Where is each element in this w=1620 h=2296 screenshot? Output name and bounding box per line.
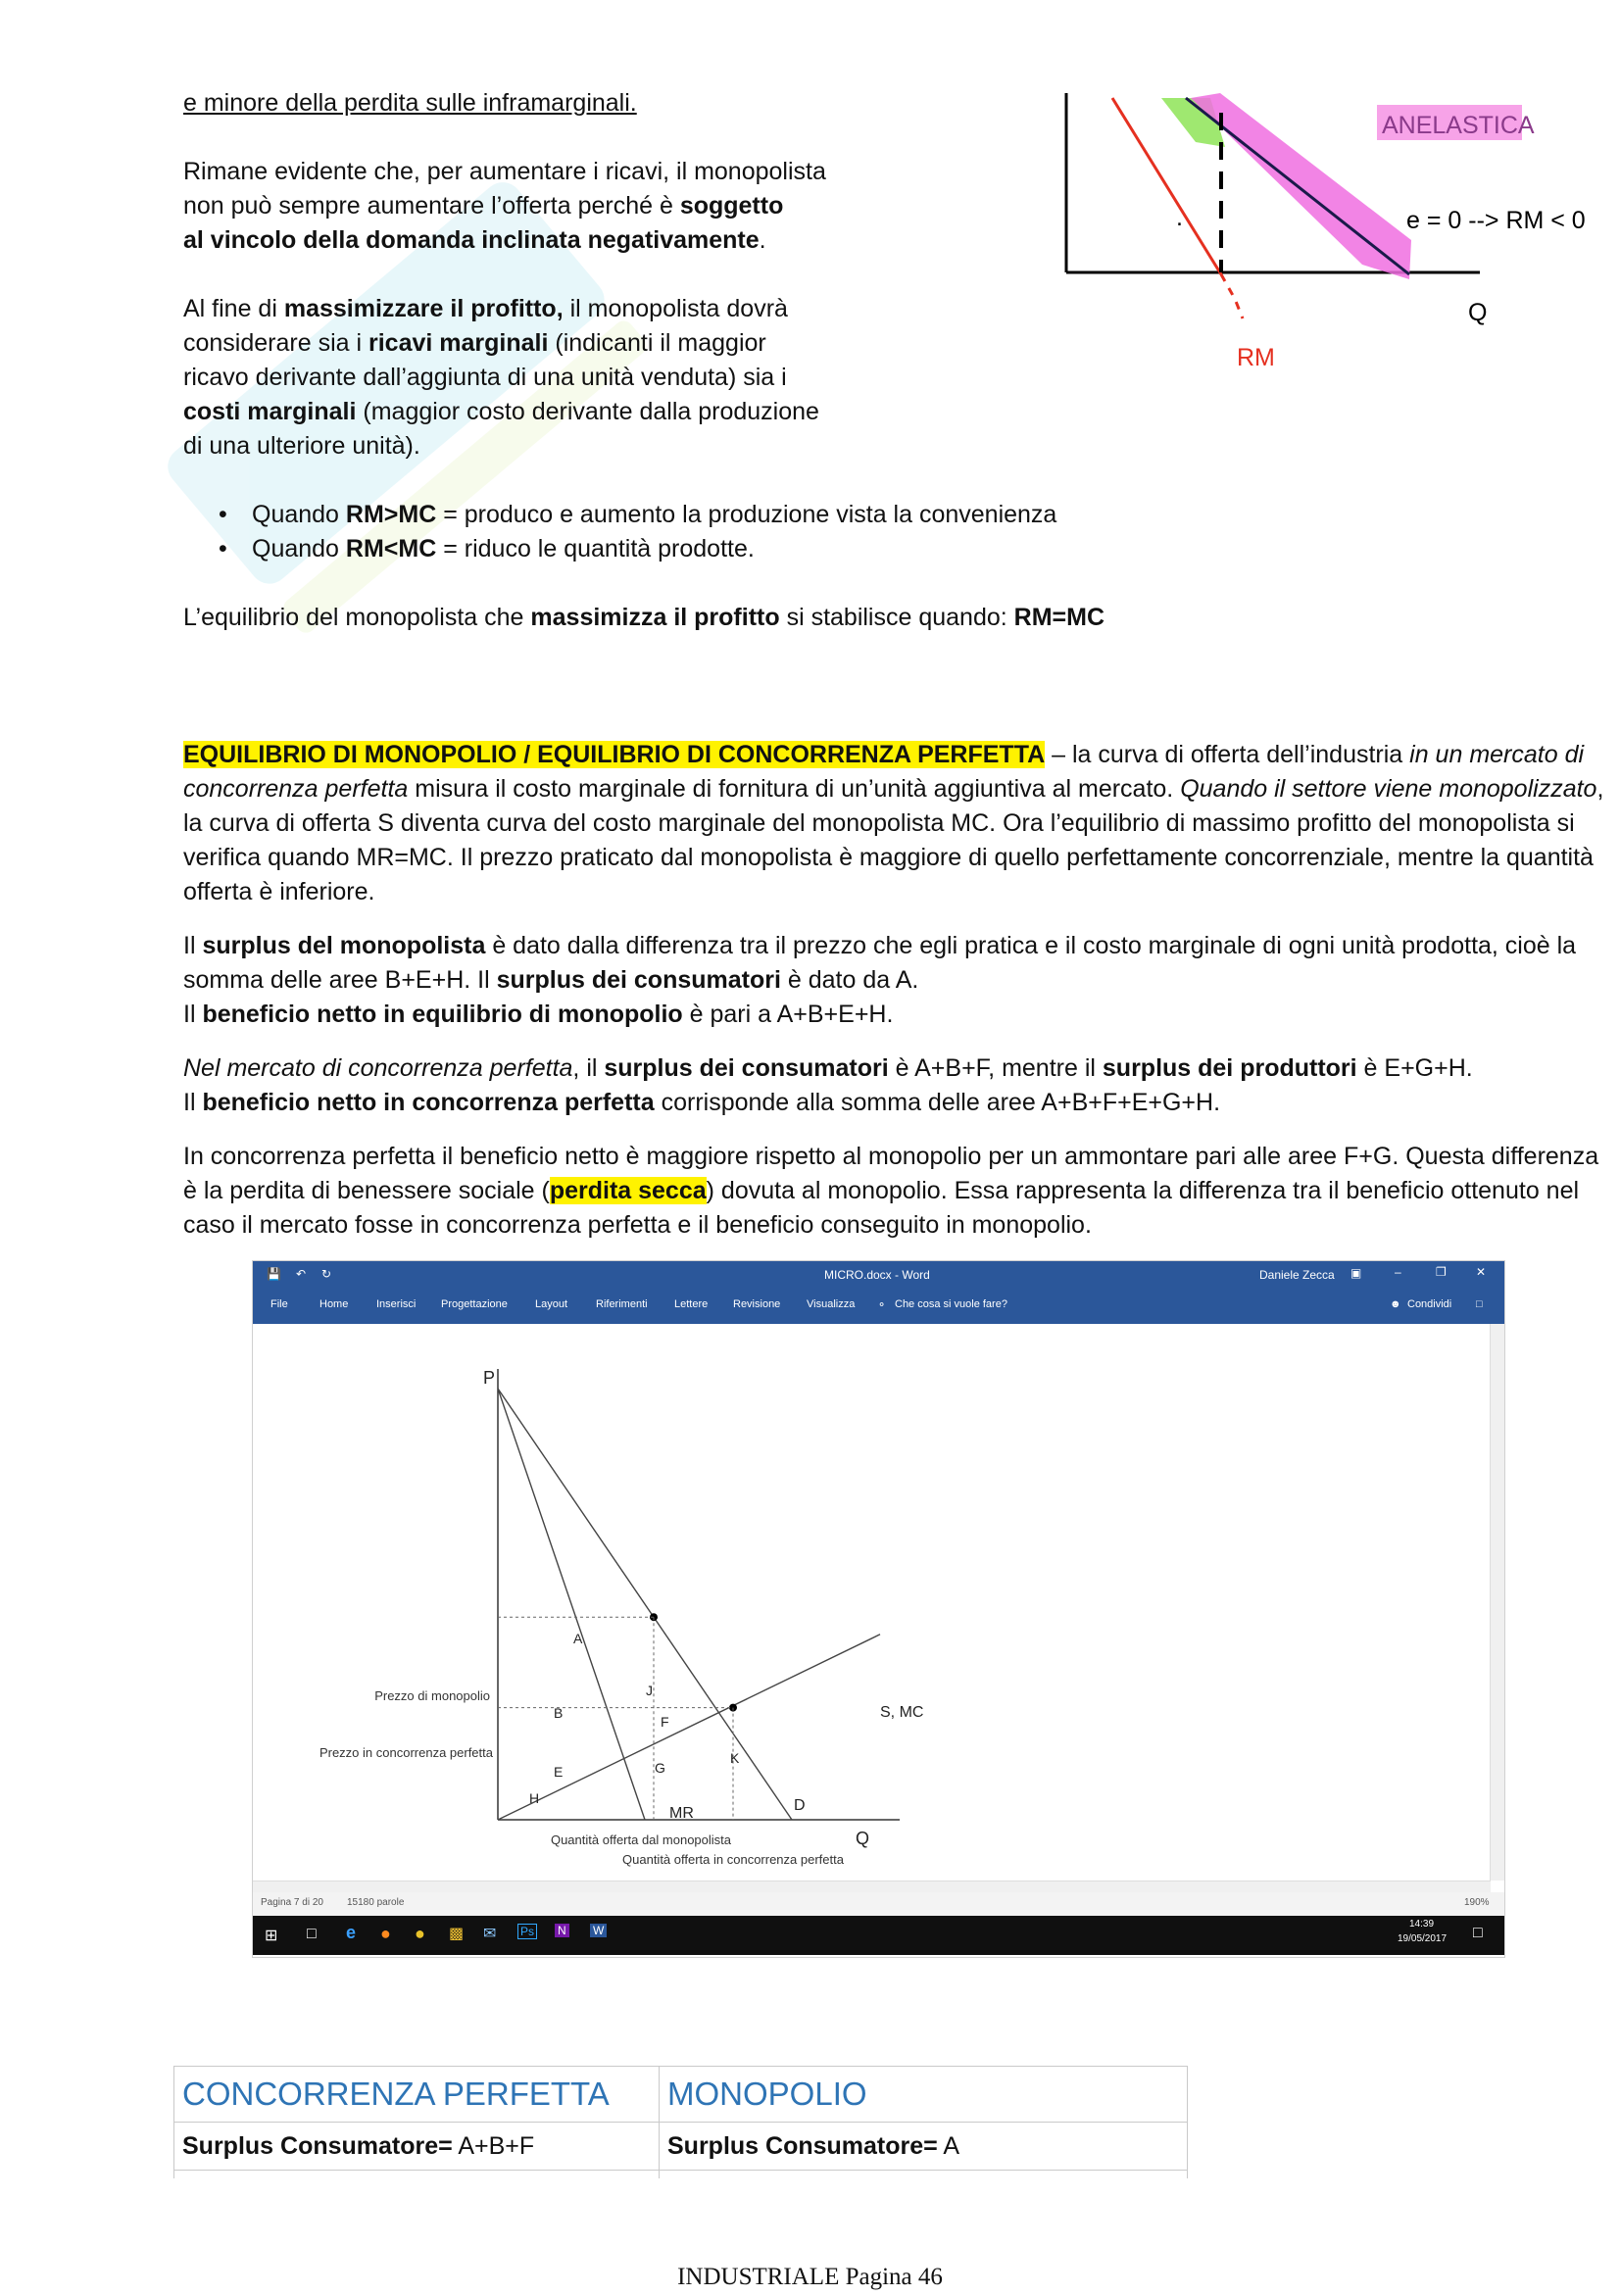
tab-insert[interactable]: Inserisci	[376, 1298, 417, 1310]
series-line-d	[498, 1389, 792, 1820]
series-line-mr	[498, 1389, 645, 1820]
surplus-paragraph	[183, 929, 1604, 1032]
bullet-item	[183, 498, 1457, 532]
equilibrium-line	[183, 601, 1457, 635]
p1-b-bold: soggetto	[679, 192, 784, 220]
lightbulb-icon: ⚬	[877, 1299, 887, 1311]
p1-c-end: .	[759, 226, 766, 254]
comments-icon[interactable]: □	[1476, 1298, 1483, 1310]
surplus-a-bold: surplus del monopolista	[202, 932, 486, 959]
close-icon[interactable]: ✕	[1476, 1265, 1487, 1279]
chart-lines	[498, 1389, 880, 1820]
elasticity-label: e = 0 --> RM < 0	[1406, 207, 1586, 234]
cp-b: è A+B+F, mentre il	[888, 1054, 1103, 1082]
word-title: MICRO.docx - Word	[824, 1268, 930, 1282]
cp-paragraph	[183, 1051, 1604, 1120]
p2-b-bold: ricavi marginali	[368, 329, 549, 357]
cp-italic: Nel mercato di concorrenza perfetta	[183, 1054, 573, 1082]
save-icon[interactable]: 💾	[267, 1267, 281, 1281]
intro-line0: e minore della perdita sulle inframarginali.	[183, 89, 637, 117]
cp-b-bold: surplus dei produttori	[1102, 1054, 1357, 1082]
table-header-cell: MONOPOLIO	[660, 2067, 1188, 2123]
q-axis-label: Q	[1468, 299, 1488, 326]
y-annot-2: Prezzo in concorrenza perfetta	[319, 1745, 493, 1760]
tab-layout[interactable]: Layout	[535, 1298, 568, 1310]
explorer-icon[interactable]: ▩	[449, 1926, 465, 1942]
tab-references[interactable]: Riferimenti	[596, 1298, 648, 1310]
surplus-b: è dato dalla differenza tra il prezzo che egli pratica e il costo marginale di ogni unità prodotta, cioè la somma delle aree B+E+H. Il	[183, 932, 1577, 994]
area-label-h: H	[529, 1790, 540, 1806]
share-button[interactable]: Condividi	[1407, 1298, 1452, 1310]
x-annot-cp-qty	[622, 1852, 845, 1867]
section-s3: , la curva di offerta S diventa curva del costo marginale del monopolista MC. Ora l’equilibrio di massimo profitto del monopolista si verifica quando MR=MC. Il prezzo praticato dal monopolista è maggiore di quello perfettamente concorrenziale, mentre la quantità offerta è inferiore.	[183, 775, 1604, 905]
windows-taskbar	[253, 1916, 1504, 1955]
table-header-cell: CONCORRENZA PERFETTA	[174, 2067, 660, 2123]
tab-home[interactable]: Home	[319, 1298, 349, 1310]
word-user: Daniele Zecca	[1259, 1268, 1335, 1282]
mail-icon[interactable]: ✉	[483, 1926, 497, 1942]
p1-a: Rimane evidente che, per aumentare i ricavi, il monopolista	[183, 158, 826, 185]
area-label-e: E	[554, 1764, 564, 1780]
monopoly-chart	[319, 1330, 1331, 1879]
section-s1: – la curva di offerta dell’industria	[1045, 741, 1410, 768]
zoom-level[interactable]: 190%	[1464, 1897, 1490, 1908]
loss-b: ) dovuta al monopolio. Essa rappresenta la differenza tra il beneficio ottenuto nel caso il mercato fosse in concorrenza perfetta e il beneficio conseguito in monopolio.	[183, 1177, 1580, 1239]
p2-c: ricavo derivante dall’aggiunta di una unità venduta) sia i	[183, 364, 787, 391]
word-icon[interactable]: W	[590, 1924, 607, 1937]
firefox-icon[interactable]: ●	[380, 1924, 391, 1943]
status-words[interactable]: 15180 parole	[347, 1897, 405, 1908]
p2-a-bold: massimizzare il profitto,	[283, 295, 564, 322]
bullet-bold: RM<MC	[345, 535, 437, 562]
chart-points	[498, 1613, 737, 1820]
section-s2-italic: Quando il settore viene monopolizzato	[1180, 775, 1597, 803]
share-icon: ☻	[1390, 1298, 1401, 1310]
bullet-post: = riduco le quantità prodotte.	[436, 535, 755, 562]
undo-icon[interactable]: ↶	[296, 1267, 307, 1281]
tab-review[interactable]: Revisione	[733, 1298, 781, 1310]
clock-time: 14:39	[1409, 1919, 1435, 1930]
surplus-a: Il	[183, 932, 203, 959]
surplus-d: Il	[183, 1001, 203, 1028]
curve-label-smc: S, MC	[880, 1704, 924, 1721]
chart-ylabel: P	[483, 1368, 496, 1388]
area-label-g: G	[655, 1760, 665, 1776]
y-annot-monopoly-price	[374, 1688, 490, 1703]
rm-dash	[1221, 274, 1243, 318]
dot-mark: .	[1176, 204, 1183, 231]
tab-view[interactable]: Visualizza	[807, 1298, 856, 1310]
word-status-bar	[253, 1892, 1504, 1916]
curve-label-d: D	[794, 1797, 806, 1814]
ribbon-display-icon[interactable]: ▣	[1350, 1266, 1362, 1280]
p2-b: considerare sia i	[183, 329, 368, 357]
point-label-j: J	[646, 1683, 653, 1698]
bullet-bold: RM>MC	[345, 501, 437, 528]
loss-highlight: perdita secca	[549, 1177, 707, 1204]
surplus-e: è pari a A+B+E+H.	[682, 1001, 894, 1028]
chrome-icon[interactable]: ●	[415, 1924, 425, 1943]
p2-e: di una ulteriore unità).	[183, 432, 420, 460]
cell-bold: Surplus Consumatore=	[667, 2131, 938, 2160]
p2-b-post: (indicanti il maggior	[548, 329, 766, 357]
eq-bold1: massimizza il profitto	[530, 604, 780, 631]
word-window-screenshot	[252, 1260, 1505, 1958]
chart-xlabel: Q	[856, 1829, 870, 1848]
cp-d-bold: beneficio netto in concorrenza perfetta	[202, 1089, 655, 1116]
p1-b: non può sempre aumentare l’offerta perché è	[183, 192, 680, 220]
series-line-s-mc	[498, 1635, 880, 1820]
p2-a-post: il monopolista dovrà	[563, 295, 788, 322]
anelastica-label: ANELASTICA	[1382, 112, 1535, 139]
y-annot-1: Prezzo di monopolio	[374, 1688, 490, 1703]
surplus-b-bold: surplus dei consumatori	[496, 966, 781, 994]
p2-d-post: (maggior costo derivante dalla produzione	[356, 398, 819, 425]
table-cell	[174, 2123, 660, 2171]
cp-c: è E+G+H.	[1356, 1054, 1473, 1082]
section-s1-italic: in un mercato di concorrenza perfetta	[183, 741, 1585, 803]
x-annot-1: Quantità offerta dal monopolista	[550, 1832, 732, 1847]
surplus-d-bold: beneficio netto in equilibrio di monopolio	[202, 1001, 683, 1028]
cell-rest: A+B+F	[452, 2131, 535, 2160]
status-page[interactable]: Pagina 7 di 20	[261, 1897, 323, 1908]
bullet-post: = produco e aumento la produzione vista la convenienza	[436, 501, 1057, 528]
tab-mailings[interactable]: Lettere	[674, 1298, 709, 1310]
eq-mid: si stabilisce quando:	[779, 604, 1014, 631]
tell-me-input[interactable]: Che cosa si vuole fare?	[895, 1298, 1007, 1310]
p2-d-bold: costi marginali	[183, 398, 357, 425]
word-ribbon-tabs	[253, 1289, 1504, 1324]
p1-c-bold: al vincolo della domanda inclinata negativamente	[183, 226, 760, 254]
restore-icon[interactable]: ❐	[1436, 1265, 1447, 1279]
cp-a-bold: surplus dei consumatori	[604, 1054, 889, 1082]
intro-text	[183, 86, 928, 464]
area-label-f: F	[661, 1714, 669, 1730]
edge-icon[interactable]: e	[346, 1923, 357, 1942]
minimize-icon[interactable]: –	[1395, 1265, 1401, 1279]
x-annot-2: Quantità offerta in concorrenza perfetta	[622, 1852, 844, 1867]
table-row-empty	[174, 2171, 1188, 2179]
section-paragraph	[183, 738, 1604, 909]
start-icon[interactable]: ⊞	[265, 1928, 278, 1944]
eq-bold2: RM=MC	[1013, 604, 1105, 631]
elasticity-graph	[1039, 93, 1607, 387]
section-heading: EQUILIBRIO DI MONOPOLIO / EQUILIBRIO DI CONCORRENZA PERFETTA	[183, 741, 1046, 768]
cp-a: , il	[572, 1054, 605, 1082]
area-label-b: B	[554, 1705, 564, 1721]
tab-file[interactable]: File	[270, 1298, 288, 1310]
bullet-block	[183, 498, 1457, 635]
notifications-icon[interactable]: □	[1473, 1925, 1483, 1941]
loss-paragraph	[183, 1140, 1604, 1243]
p2-a: Al fine di	[183, 295, 284, 322]
curve-label-mr: MR	[669, 1805, 694, 1822]
bullet-item	[183, 532, 1457, 566]
page-footer: INDUSTRIALE Pagina 46	[677, 2264, 943, 2290]
bullet-pre: Quando	[252, 535, 346, 562]
word-title-bar	[253, 1261, 1504, 1289]
cell-rest: A	[937, 2131, 959, 2160]
tab-design[interactable]: Progettazione	[441, 1298, 508, 1310]
table-row	[174, 2123, 1188, 2171]
cell-bold: Surplus Consumatore=	[182, 2131, 453, 2160]
cp-d: Il	[183, 1089, 203, 1116]
y-annot-cp-price	[319, 1745, 494, 1760]
loss-a: In concorrenza perfetta il beneficio netto è maggiore rispetto al monopolio per un ammontare pari alle aree F+G. Questa differenza è la perdita di benessere sociale (	[183, 1143, 1599, 1204]
bullet-pre: Quando	[252, 501, 346, 528]
task-view-icon[interactable]: □	[307, 1926, 317, 1942]
photoshop-icon[interactable]: Ps	[517, 1924, 537, 1939]
cp-e: corrisponde alla somma delle aree A+B+F+E+G+H.	[654, 1089, 1221, 1116]
x-annot-monopoly-qty	[551, 1832, 732, 1847]
section-block	[183, 738, 1604, 1243]
eq-pre: L’equilibrio del monopolista che	[183, 604, 531, 631]
onenote-icon[interactable]: N	[555, 1924, 569, 1937]
area-label-a: A	[573, 1631, 583, 1646]
point-label-k: K	[730, 1750, 740, 1766]
redo-icon[interactable]: ↻	[321, 1267, 332, 1281]
comparison-table	[173, 2066, 1188, 2178]
surplus-c: è dato da A.	[780, 966, 919, 994]
section-s2: misura il costo marginale di fornitura di un’unità aggiuntiva al mercato.	[408, 775, 1181, 803]
table-cell	[660, 2123, 1188, 2171]
rm-label: RM	[1237, 344, 1275, 371]
clock-date: 19/05/2017	[1398, 1933, 1448, 1944]
table-header-row	[174, 2067, 1188, 2123]
vertical-scrollbar[interactable]	[1490, 1324, 1504, 1881]
